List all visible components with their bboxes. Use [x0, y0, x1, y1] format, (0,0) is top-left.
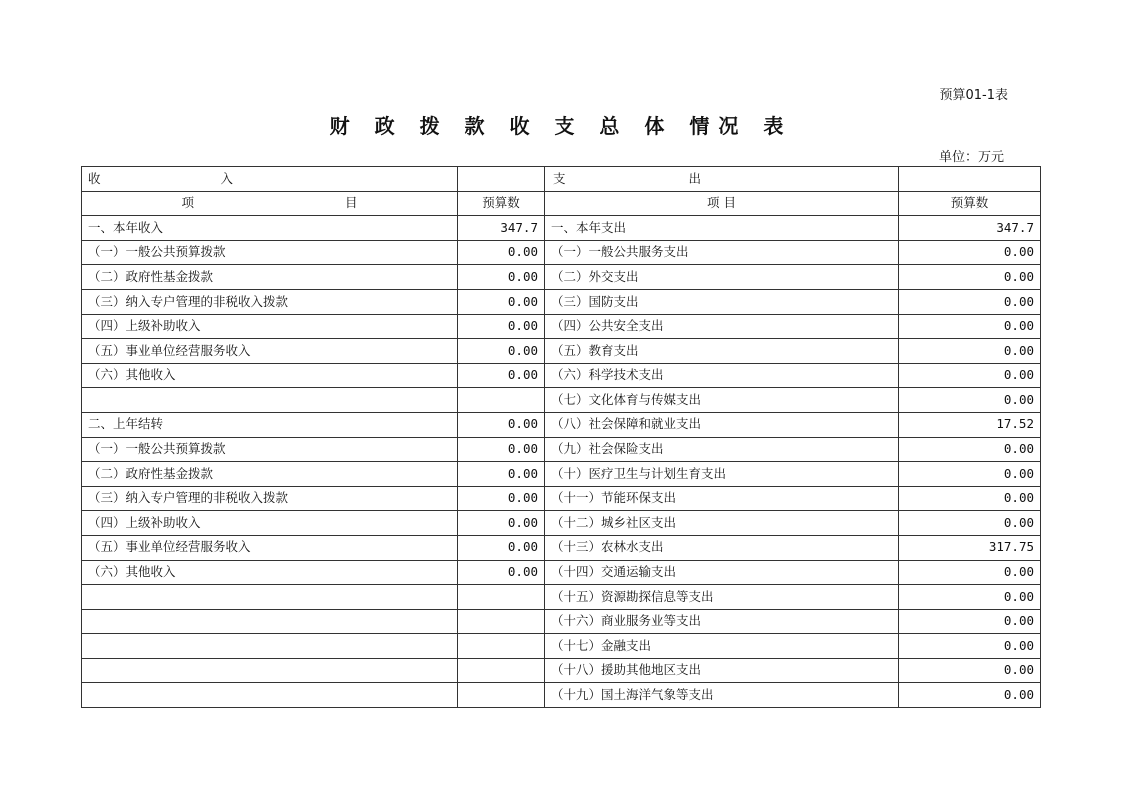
income-value-cell: 0.00 [458, 265, 545, 290]
expense-value-cell: 347.7 [899, 216, 1041, 241]
expense-budget-header: 预算数 [899, 191, 1041, 216]
expense-item-cell: （十八）援助其他地区支出 [545, 658, 899, 683]
expense-item-cell: （十五）资源勘探信息等支出 [545, 585, 899, 610]
income-value-cell [458, 609, 545, 634]
expense-item-cell: （五）教育支出 [545, 339, 899, 364]
income-value-cell [458, 683, 545, 708]
expense-section-char-2: 出 [688, 170, 701, 186]
expense-value-cell: 0.00 [899, 511, 1041, 536]
income-value-cell [458, 585, 545, 610]
form-number: 预算01-1表 [939, 88, 1008, 103]
income-section-header [82, 167, 458, 192]
expense-item-cell: （六）科学技术支出 [545, 363, 899, 388]
income-item-cell: （四）上级补助收入 [82, 511, 458, 536]
table-row [82, 289, 1041, 314]
expense-item-cell: （十六）商业服务业等支出 [545, 609, 899, 634]
expense-value-cell: 0.00 [899, 363, 1041, 388]
expense-value-cell: 0.00 [899, 462, 1041, 487]
expense-item-cell: （十一）节能环保支出 [545, 486, 899, 511]
income-value-cell: 0.00 [458, 289, 545, 314]
table-row [82, 363, 1041, 388]
income-value-cell: 0.00 [458, 412, 545, 437]
expense-item-cell: （三）国防支出 [545, 289, 899, 314]
expense-item-cell: （四）公共安全支出 [545, 314, 899, 339]
table-row [82, 265, 1041, 290]
expense-item-header: 项 目 [545, 191, 899, 216]
income-value-cell [458, 388, 545, 413]
table-row [82, 216, 1041, 241]
expense-value-cell: 317.75 [899, 535, 1041, 560]
income-section-char-2: 入 [220, 170, 233, 186]
table-row [82, 339, 1041, 364]
expense-item-cell: （十三）农林水支出 [545, 535, 899, 560]
table-row [82, 535, 1041, 560]
table-row [82, 486, 1041, 511]
expense-item-cell: （九）社会保险支出 [545, 437, 899, 462]
budget-table [81, 166, 1041, 708]
income-value-cell: 0.00 [458, 560, 545, 585]
income-value-cell: 0.00 [458, 486, 545, 511]
table-row [82, 412, 1041, 437]
section-header-row [82, 167, 1041, 192]
income-item-cell: （一）一般公共预算拨款 [82, 437, 458, 462]
expense-item-cell: （十七）金融支出 [545, 634, 899, 659]
income-value-cell: 0.00 [458, 437, 545, 462]
income-item-cell: （六）其他收入 [82, 363, 458, 388]
income-item-cell [82, 658, 458, 683]
income-item-header [82, 191, 458, 216]
income-item-cell [82, 388, 458, 413]
table-row [82, 437, 1041, 462]
budget-table-body [82, 167, 1041, 708]
expense-value-cell: 0.00 [899, 240, 1041, 265]
expense-value-cell: 0.00 [899, 658, 1041, 683]
income-item-cell: （四）上级补助收入 [82, 314, 458, 339]
expense-item-cell: （十二）城乡社区支出 [545, 511, 899, 536]
income-item-cell: 二、上年结转 [82, 412, 458, 437]
expense-value-cell: 0.00 [899, 609, 1041, 634]
income-item-cell: （二）政府性基金拨款 [82, 265, 458, 290]
expense-value-cell: 0.00 [899, 683, 1041, 708]
income-item-cell [82, 634, 458, 659]
income-section-char-1: 收 [88, 170, 101, 186]
income-item-cell: （六）其他收入 [82, 560, 458, 585]
expense-section-char-1: 支 [553, 170, 566, 186]
income-item-header-char-2: 目 [344, 195, 358, 211]
expense-value-cell: 0.00 [899, 339, 1041, 364]
expense-value-cell: 0.00 [899, 314, 1041, 339]
expense-value-cell: 0.00 [899, 634, 1041, 659]
table-row [82, 462, 1041, 487]
income-item-cell: 一、本年收入 [82, 216, 458, 241]
expense-value-cell: 0.00 [899, 437, 1041, 462]
income-value-cell: 0.00 [458, 240, 545, 265]
table-row [82, 634, 1041, 659]
expense-item-cell: （十）医疗卫生与计划生育支出 [545, 462, 899, 487]
income-value-cell: 0.00 [458, 339, 545, 364]
table-row [82, 585, 1041, 610]
expense-item-cell: （十四）交通运输支出 [545, 560, 899, 585]
expense-value-cell: 0.00 [899, 560, 1041, 585]
income-value-cell [458, 634, 545, 659]
income-item-cell [82, 585, 458, 610]
table-row [82, 511, 1041, 536]
expense-value-cell: 0.00 [899, 585, 1041, 610]
income-item-cell: （二）政府性基金拨款 [82, 462, 458, 487]
income-item-header-char-1: 项 [181, 195, 195, 211]
income-section-blank [458, 167, 545, 192]
column-header-row [82, 191, 1041, 216]
unit-label: 单位：万元 [938, 150, 1004, 165]
income-budget-header: 预算数 [458, 191, 545, 216]
income-item-cell: （五）事业单位经营服务收入 [82, 535, 458, 560]
page-title: 财 政 拨 款 收 支 总 体 情况 表 [329, 114, 793, 138]
income-value-cell: 0.00 [458, 511, 545, 536]
expense-section-header [545, 167, 899, 192]
income-value-cell: 0.00 [458, 535, 545, 560]
table-row [82, 683, 1041, 708]
income-item-cell [82, 683, 458, 708]
income-item-cell [82, 609, 458, 634]
expense-item-cell: （二）外交支出 [545, 265, 899, 290]
income-item-cell: （三）纳入专户管理的非税收入拨款 [82, 289, 458, 314]
expense-value-cell: 17.52 [899, 412, 1041, 437]
expense-item-cell: （八）社会保障和就业支出 [545, 412, 899, 437]
table-row [82, 609, 1041, 634]
income-value-cell: 347.7 [458, 216, 545, 241]
income-value-cell [458, 658, 545, 683]
expense-value-cell: 0.00 [899, 486, 1041, 511]
expense-value-cell: 0.00 [899, 265, 1041, 290]
expense-value-cell: 0.00 [899, 388, 1041, 413]
table-row [82, 658, 1041, 683]
table-row [82, 388, 1041, 413]
income-value-cell: 0.00 [458, 314, 545, 339]
income-item-cell: （三）纳入专户管理的非税收入拨款 [82, 486, 458, 511]
expense-item-cell: （十九）国土海洋气象等支出 [545, 683, 899, 708]
expense-item-cell: 一、本年支出 [545, 216, 899, 241]
table-row [82, 240, 1041, 265]
expense-item-cell: （七）文化体育与传媒支出 [545, 388, 899, 413]
income-value-cell: 0.00 [458, 363, 545, 388]
expense-item-cell: （一）一般公共服务支出 [545, 240, 899, 265]
income-value-cell: 0.00 [458, 462, 545, 487]
expense-value-cell: 0.00 [899, 289, 1041, 314]
expense-section-blank [899, 167, 1041, 192]
income-item-cell: （一）一般公共预算拨款 [82, 240, 458, 265]
table-row [82, 314, 1041, 339]
income-item-cell: （五）事业单位经营服务收入 [82, 339, 458, 364]
table-row [82, 560, 1041, 585]
